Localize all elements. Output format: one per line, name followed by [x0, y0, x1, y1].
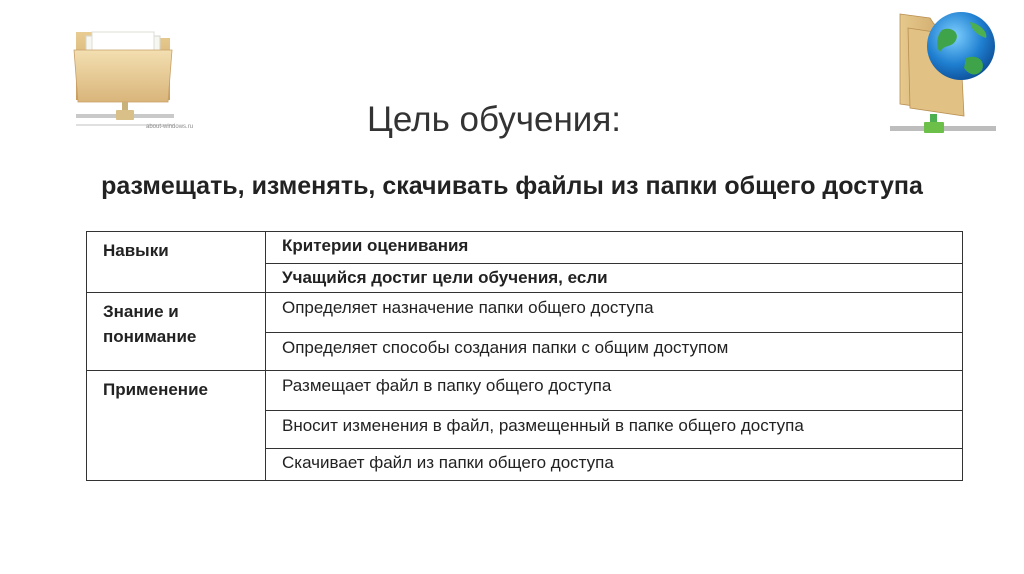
table-row: [87, 232, 963, 264]
criterion-cell: Скачивает файл из папки общего доступа: [266, 449, 963, 481]
criteria-table: [86, 231, 963, 481]
criterion-cell: Размещает файл в папку общего доступа: [266, 371, 963, 411]
criteria-subheader-cell: Учащийся достиг цели обучения, если: [266, 264, 963, 293]
criterion-cell: Определяет назначение папки общего доступа: [266, 293, 963, 333]
table-row: [87, 293, 963, 333]
criterion-cell: Вносит изменения в файл, размещенный в папке общего доступа: [266, 411, 963, 449]
slide-subtitle: размещать, изменять, скачивать файлы из папки общего доступа: [101, 172, 923, 200]
skill-cell: Применение: [87, 371, 266, 481]
table-row: [87, 371, 963, 411]
skill-cell: Знание и понимание: [87, 293, 266, 371]
skills-header-cell: Навыки: [87, 232, 266, 293]
watermark-text: about-windows.ru: [146, 124, 194, 130]
criteria-header-cell: Критерии оценивания: [266, 232, 963, 264]
criterion-cell: Определяет способы создания папки с общим доступом: [266, 333, 963, 371]
slide-title: Цель обучения:: [366, 100, 622, 139]
